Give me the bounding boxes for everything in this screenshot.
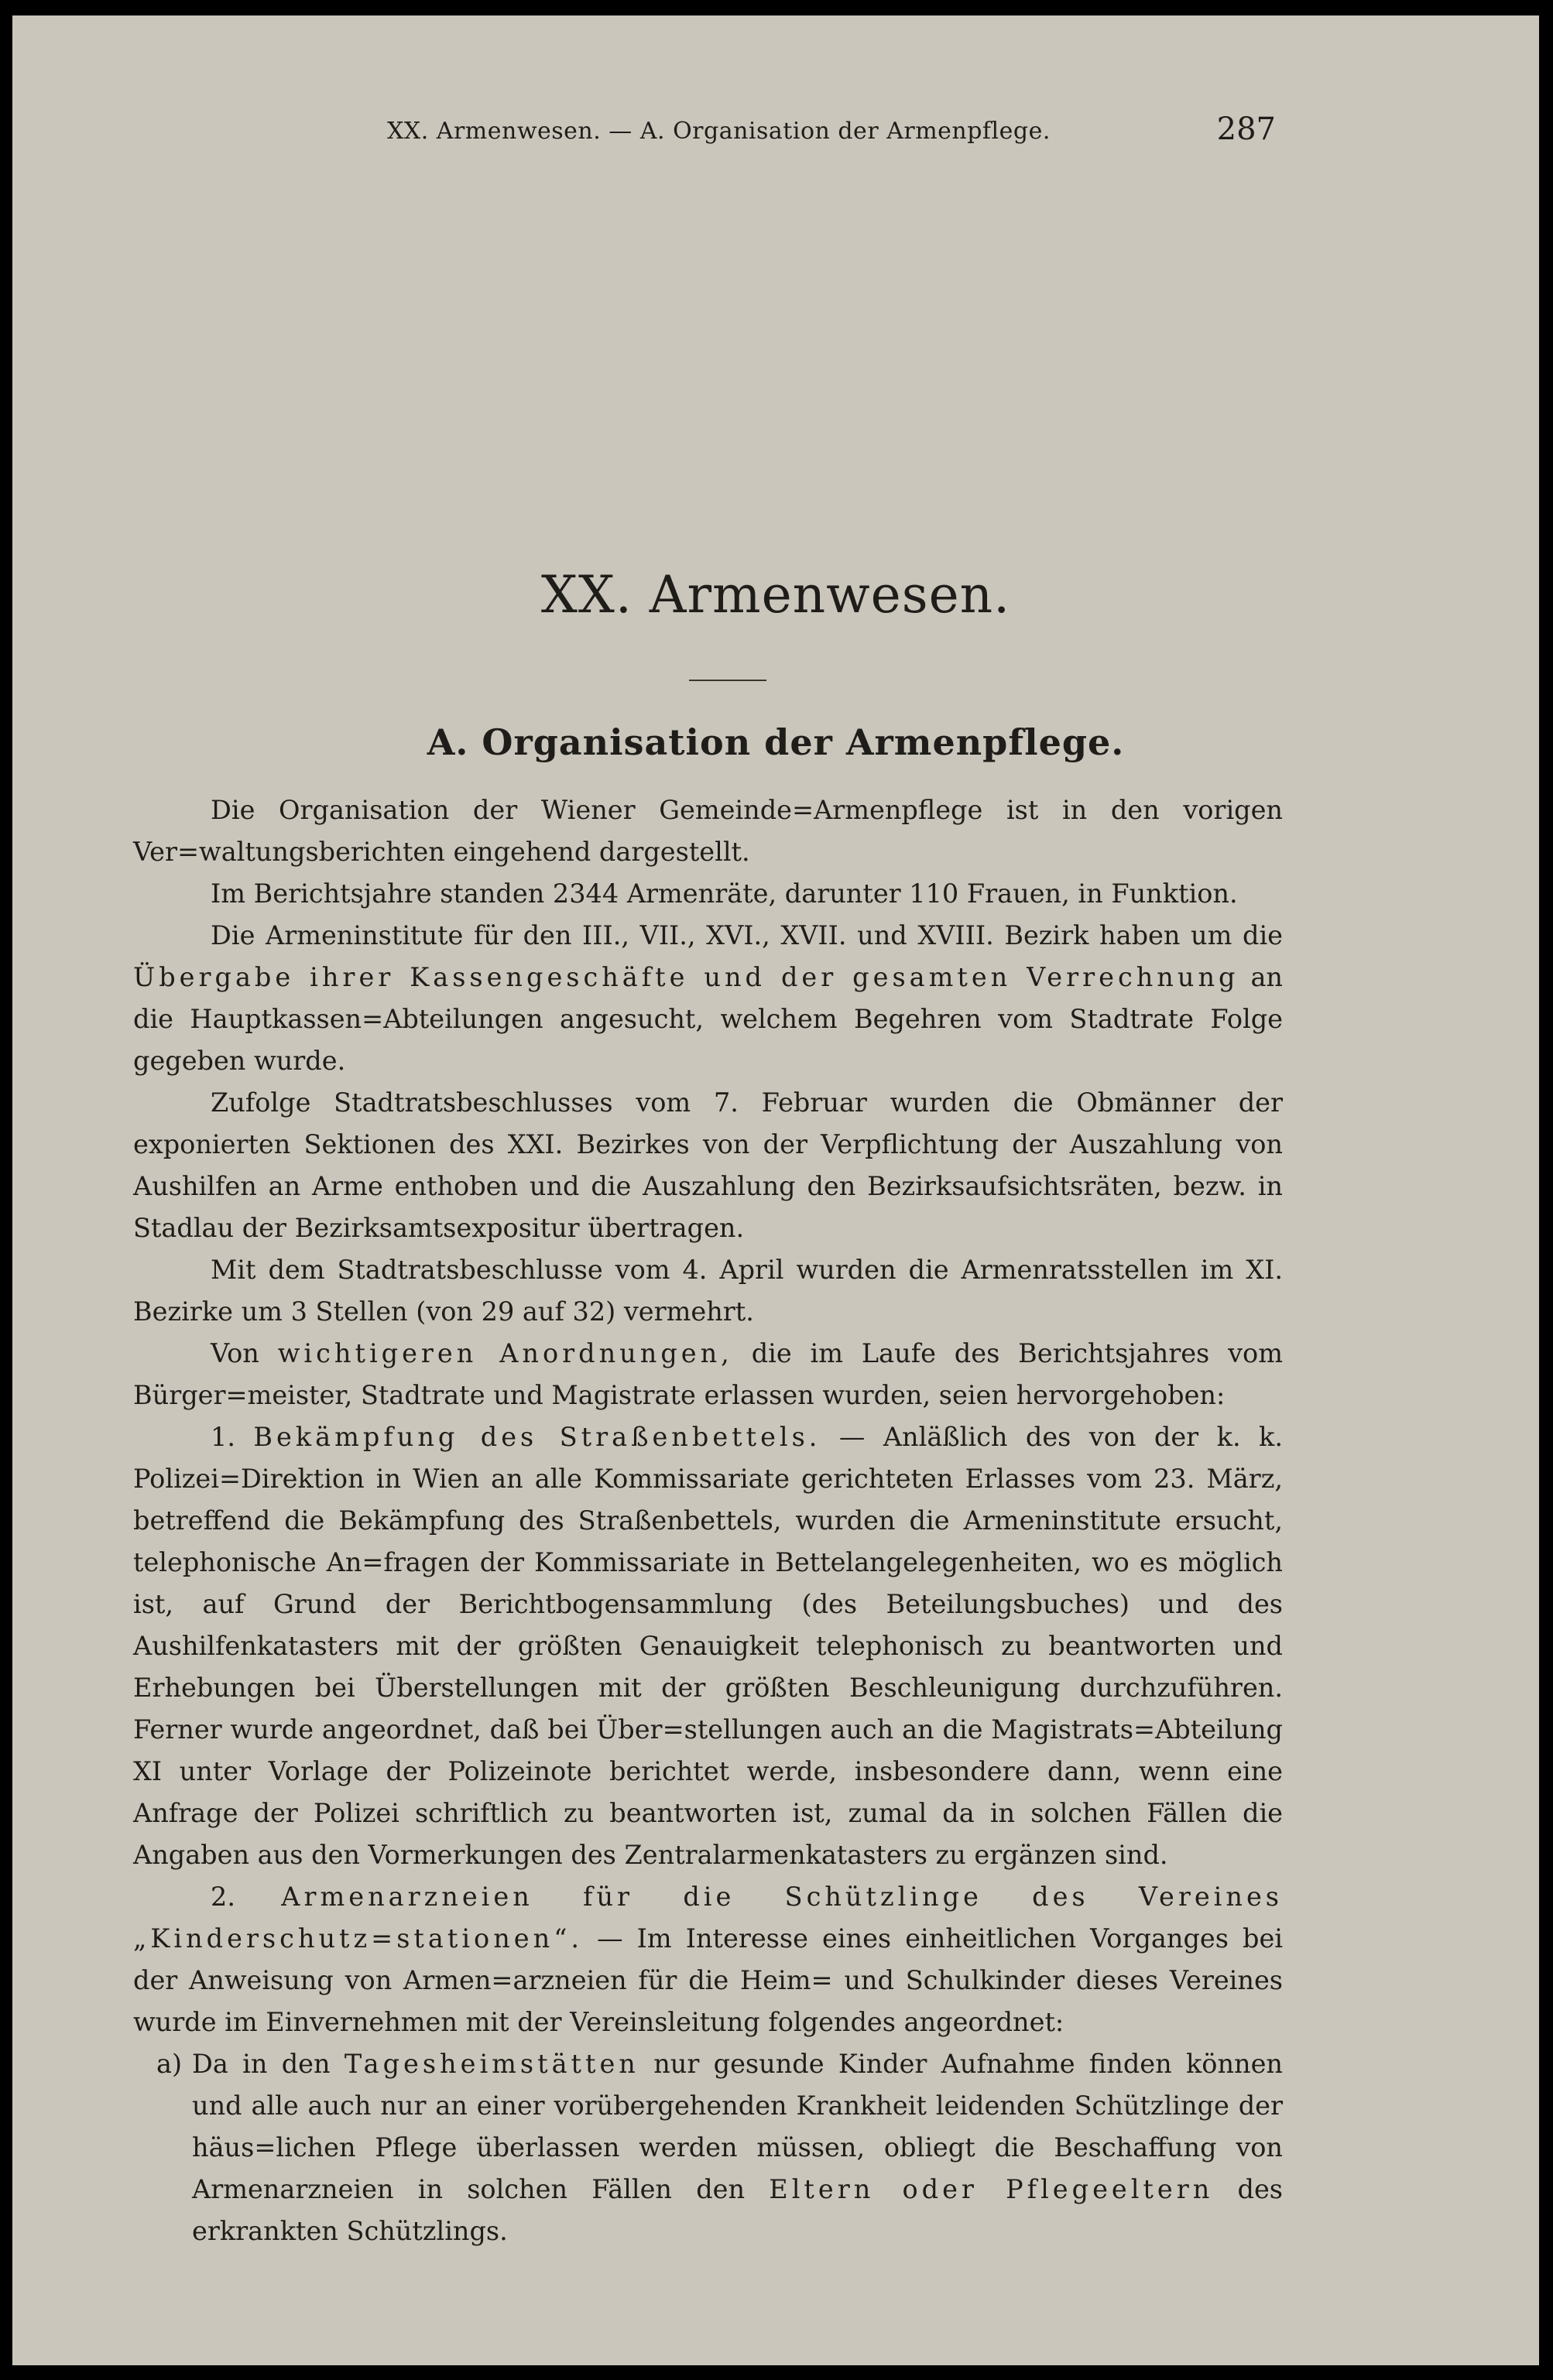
text-run: nur gesunde Kinder Aufnahme finden können und alle auch nur an einer vorübergehenden Krankheit leidenden Schützlinge der häus=lichen Pflege überlassen werden müssen, obliegt die Beschaffung von Armenarzneien in solchen Fällen den — [192, 2049, 1284, 2204]
emphasis-text: Bekämpfung des Straßenbettels. — [253, 1422, 821, 1452]
chapter-title: XX. Armenwesen. — [540, 565, 1011, 625]
paragraph-strassenbettel — [133, 1416, 1283, 1876]
text-run: Von — [211, 1338, 259, 1368]
text-run: des erkrankten Schützlings. — [192, 2174, 1283, 2246]
paragraph-stadtratsbeschluss-april: Mit dem Stadtratsbeschlusse vom 4. April wurden die Armenratsstellen im XI. Bezirke um 3 Stellen (von 29 auf 32) vermehrt. — [133, 1255, 1283, 1327]
text-run: Die Armeninstitute für den III., VII., XVI., XVII. und XVIII. Bezirk haben um die — [211, 920, 1283, 950]
text-run: — Im Interesse eines einheitlichen Vorganges bei der Anweisung von Armen=arzneien für die Heim= und Schulkinder dieses Vereines wurde im Einvernehmen mit der Vereinsleitung folgendes angeordnet: — [133, 1923, 1283, 2037]
emphasis-text: Eltern oder Pflegeeltern — [769, 2174, 1214, 2204]
emphasis-text: Übergabe ihrer Kassengeschäfte und der gesamten Verrechnung — [133, 962, 1239, 992]
item-number: 2. — [211, 1882, 235, 1912]
title-divider — [689, 680, 766, 681]
item-number: 1. — [211, 1422, 235, 1452]
paragraph-armenraete: Im Berichtsjahre standen 2344 Armenräte, darunter 110 Frauen, in Funktion. — [211, 878, 1238, 909]
emphasis-text: Tagesheimstätten — [344, 2049, 639, 2079]
body-text — [133, 789, 1283, 2252]
paragraph-anordnungen — [133, 1333, 1283, 1416]
document-page — [12, 15, 1539, 2365]
text-run: Da in den — [192, 2049, 331, 2079]
paragraph-armeninstitute — [133, 915, 1283, 1082]
text-run: — Anläßlich des von der k. k. Polizei=Direktion in Wien an alle Kommissariate gerichteten Erlasses vom 23. März, betreffend die Bekämpfung des Straßenbettels, wurden die Armeninstitute ersucht, telephonische An=fragen der Kommissariate in Bettelangelegenheiten, wo es möglich ist, auf Grund der Berichtbogensammlung (des Beteilungsbuches) und des Aushilfenkatasters mit der größten Genauigkeit telephonisch zu beantworten und Erhebungen bei Überstellungen mit der größten Beschleunigung durchzuführen. Ferner wurde angeordnet, daß bei Über=stellungen auch an die Magistrats=Abteilung XI unter Vorlage der Polizeinote berichtet werde, insbesondere dann, wenn eine Anfrage der Polizei schriftlich zu beantworten ist, zumal da in solchen Fällen die Angaben aus den Vormerkungen des Zentralarmenkatasters zu ergänzen sind. — [133, 1422, 1283, 1870]
text-run: die im Laufe des Berichtsjahres vom Bürger=meister, Stadtrate und Magistrate erlassen wurden, seien hervorgehoben: — [133, 1338, 1283, 1410]
emphasis-text: wichtigeren Anordnungen, — [277, 1338, 733, 1368]
paragraph-armenarzneien — [133, 1876, 1283, 2043]
emphasis-text: Armenarzneien für die Schützlinge des Vereines „Kinderschutz=stationen“. — [133, 1882, 1283, 1954]
section-title: A. Organisation der Armenpflege. — [427, 721, 1125, 763]
page-number: 287 — [1216, 111, 1276, 147]
item-marker: a) — [156, 2049, 183, 2079]
text-run: an die Hauptkassen=Abteilungen angesucht, welchem Begehren vom Stadtrate Folge gegeben wurde. — [133, 962, 1283, 1076]
list-item-a — [133, 2043, 1283, 2252]
paragraph-stadtratsbeschluss-februar: Zufolge Stadtratsbeschlusses vom 7. Februar wurden die Obmänner der exponierten Sektionen des XXI. Bezirkes von der Verpflichtung der Auszahlung von Aushilfen an Arme enthoben und die Auszahlung den Bezirksaufsichtsräten, bezw. in Stadlau der Bezirksamtsexpositur übertragen. — [133, 1087, 1283, 1243]
paragraph-organisation: Die Organisation der Wiener Gemeinde=Armenpflege ist in den vorigen Ver=waltungsberichten eingehend dargestellt. — [133, 795, 1283, 867]
running-header: XX. Armenwesen. — A. Organisation der Armenpflege. — [387, 118, 1051, 145]
